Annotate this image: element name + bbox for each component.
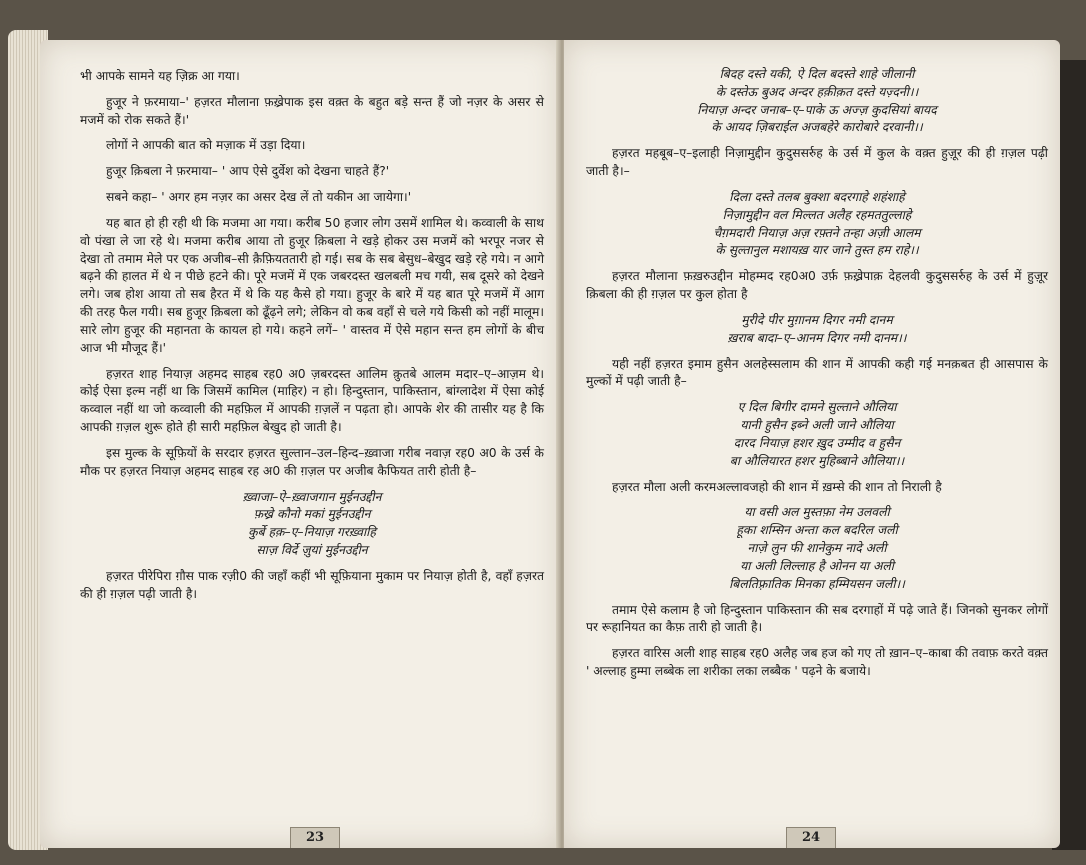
verse-line: निज़ामुद्दीन वल मिल्लत अलैह रहमततुल्लाहे — [722, 207, 912, 222]
paragraph: हज़रत महबूब–ए–इलाही निज़ामुद्दीन कुदुससर्रुह के उर्स में कुल के वक़्त हुज़ूर की ही ग़ज़ल पढ़ी जाती है।– — [586, 146, 1048, 179]
verse-line: मुरीदे पीर मुग़ानम दिगर नमी दानम — [741, 312, 893, 327]
verse-line: फ़ख्रे कौनो मकां मुईनउद्दीन — [253, 507, 371, 522]
paragraph: यही नहीं हज़रत इमाम हुसैन अलहेस्सलाम की शान में आपकी कही गई मनक़बत ही आसपास के मुल्कों में पढ़ी जाती है– — [586, 356, 1048, 389]
paragraph: हज़रत वारिस अली शाह साहब रह0 अलैह जब हज को गए तो ख़ान–ए–काबा की तवाफ़ करते वक़्त ' अल्लाह हुम्मा लब्बेक ला शरीका लका लब्बैक ' पढ़ने के बजाये। — [586, 646, 1048, 679]
verse-line: कुर्बे हक़–ए–नियाज़ गरख़्वाहि — [248, 525, 376, 540]
verse-line: के आयद ज़िबराईल अजबहेरे कारोबारे दरवानी।। — [711, 120, 923, 135]
verse-block — [586, 189, 1048, 260]
paragraph: भी आपके सामने यह ज़िक्र आ गया। — [80, 69, 240, 83]
verse-block — [586, 66, 1048, 137]
verse-line: बा औलियारत हशर मुहिब्बाने औलिया।। — [729, 453, 905, 468]
verse-block — [586, 399, 1048, 470]
page-number-right: 24 — [786, 827, 836, 848]
verse-line: बिलतिफ़्रातिक मिनका हम्मियसन जली।। — [729, 576, 905, 591]
verse-line: या अली लिल्लाह है ओनन या अली — [740, 558, 894, 573]
paragraph: इस मुल्क के सूफ़ियों के सरदार हज़रत सुल्तान–उल–हिन्द–ख़्वाजा गरीब नवाज़ रह0 अ0 के उर्स के मौक पर हज़रत नियाज़ अहमद साहब रह अ0 की ग़ज़ल पर अजीब कैफियत तारी होती है– — [80, 445, 544, 478]
verse-block — [586, 504, 1048, 593]
verse-block — [586, 312, 1048, 348]
paragraph: यह बात हो ही रही थी कि मजमा आ गया। करीब 50 हजार लोग उसमें शामिल थे। कव्वाली के साथ वो पंखा ले जा रहे थे। मजमा करीब आया तो हुजूर क़िबला ने खड़े होकर उस मजमें को भरपूर नजर से देखा तो तमाम मेले पर एक अजीब–सी क़ैफ़ियततारी हो गई। सब के सब बेसुध–बेखुद खड़े रहे गये। न आगे बढ़ने की हालत में थे न पीछे हटने की। पूरे मजमें में एक जबरदस्त खलबली मच गयी, सब दूसरे को देखने लगे। जब होश आया तो सब हैरत में थे कि यह कैसे हो गया। हुजूर के बारे में यह बात पूरे मजमें में आग की तरह फैल गयी। सब हुजूर क़िबला को ढूँढ़ने लगे; लेकिन वो कब वहाँ से चले गये किसी को नहीं मालूम। सारे लोग हुजूर की महानता के कायल हो गये। कहने लगें– ' वास्तव में ऐसे महान सन्त हम लोगों के बीच आज भी मौजूद हैं।' — [80, 215, 544, 355]
paragraph: हज़रत मौला अली करमअल्लावजहो की शान में ख़म्से की शान तो निराली है — [612, 479, 942, 494]
verse-line: ए दिल बिगीर दामने सुल्ताने औलिया — [737, 400, 897, 415]
page-number-left: 23 — [290, 827, 340, 848]
right-page-text — [586, 66, 1048, 689]
paragraph: हुजूर क़िबला ने फ़रमाया– ' आप ऐसे दुर्वेश को देखना चाहते हैं?' — [106, 164, 390, 179]
verse-line: दिला दस्ते तलब बुक्शा बदरगाहे शहंशाहे — [729, 189, 905, 204]
verse-line: के दस्तेऊ बुअद अन्दर हक़ीक़त दस्ते यज़्दनी।। — [715, 84, 919, 99]
verse-line: नियाज़ अन्दर जनाब–ए–पाके ऊ अज्ज़ कुदसियां बायद — [697, 102, 937, 117]
paragraph: तमाम ऐसे कलाम है जो हिन्दुस्तान पाकिस्तान की सब दरगाहों में पढ़े जाते हैं। जिनको सुनकर लोगों पर रूहानियत का कैफ़ तारी हो जाती है। — [586, 602, 1048, 635]
paragraph: लोगों ने आपकी बात को मज़ाक में उड़ा दिया। — [106, 138, 306, 153]
verse-line: या वसी अल मुस्तफ़ा नेम उलवली — [744, 505, 890, 520]
verse-line: दारद नियाज़ हशर ख़ुद उम्मीद व हुसैन — [733, 435, 901, 450]
verse-line: साज़ विर्दे ज़ुयां मुईनउद्दीन — [256, 543, 368, 558]
verse-block — [80, 489, 544, 560]
verse-line: ख़राब बादा–ए–आनम दिगर नमी दानम।। — [727, 330, 907, 345]
left-page-text — [80, 68, 544, 612]
verse-line: हूका शम्सिन अन्ता कल बदरिल जली — [736, 523, 898, 538]
verse-line: चैग़मदारी नियाज़ अज़ रफ़्तने तन्हा अज़ी आलम — [713, 225, 921, 240]
verse-line: नाज़े लुन फी शानेकुम नादे अली — [747, 541, 887, 556]
paragraph: सबने कहा– ' अगर हम नज़र का असर देख लें तो यकीन आ जायेगा।' — [106, 190, 412, 205]
verse-line: ख़्वाजा–ऐ–ख़्वाजगान मुईनउद्दीन — [242, 489, 382, 504]
paragraph: हुजूर ने फ़रमाया–' हज़रत मौलाना फ़ख़्रेपाक इस वक़्त के बहुत बड़े सन्त हैं जो नज़र के असर से मजमें को रोक सकते हैं।' — [80, 94, 544, 127]
paragraph: हज़रत शाह नियाज़ अहमद साहब रह0 अ0 ज़बरदस्त आलिम क़ुतबे आलम मदार–ए–आज़म थे। कोई ऐसा इल्म नहीं था कि जिसमें कामिल (माहिर) न हो। हिन्दुस्तान, पाकिस्तान, बांग्लादेश में ऐसा कोई कव्वाल नहीं था जो कव्वाली की महफ़िल में आपकी ग़ज़लें न पढ़ता हो। आपके शेर की तासीर यह है कि आपकी ग़ज़ल शुरू होते ही सारी महफ़िल बेखुद हो जाती है। — [80, 366, 544, 435]
paragraph: हज़रत पीरेपिरा ग़ौस पाक रज़ी0 की जहाँ कहीं भी सूफ़ियाना मुकाम पर नियाज़ होती है, वहाँ हज़रत की ही ग़ज़ल पढ़ी जाती है। — [80, 568, 544, 601]
right-page — [564, 40, 1060, 848]
verse-line: के सुल्तानुल मशायख़ यार जाने तुस्त हम राहे।। — [715, 243, 919, 258]
verse-line: बिदह दस्ते यकी, ऐ दिल बदस्ते शाहे जीलानी — [719, 67, 915, 81]
paragraph: हज़रत मौलाना फ़ख़रुउद्दीन मोहम्मद रह0अ0 उर्फ़ फ़ख़्रेपाक़ देहलवी कुदुससर्रुह के उर्स में हुज़ूर क़िबला की ही ग़ज़ल पर कुल होता है — [586, 269, 1048, 302]
verse-line: यानी हुसैन इब्ने अली जाने औलिया — [740, 418, 894, 433]
left-page — [40, 40, 560, 848]
